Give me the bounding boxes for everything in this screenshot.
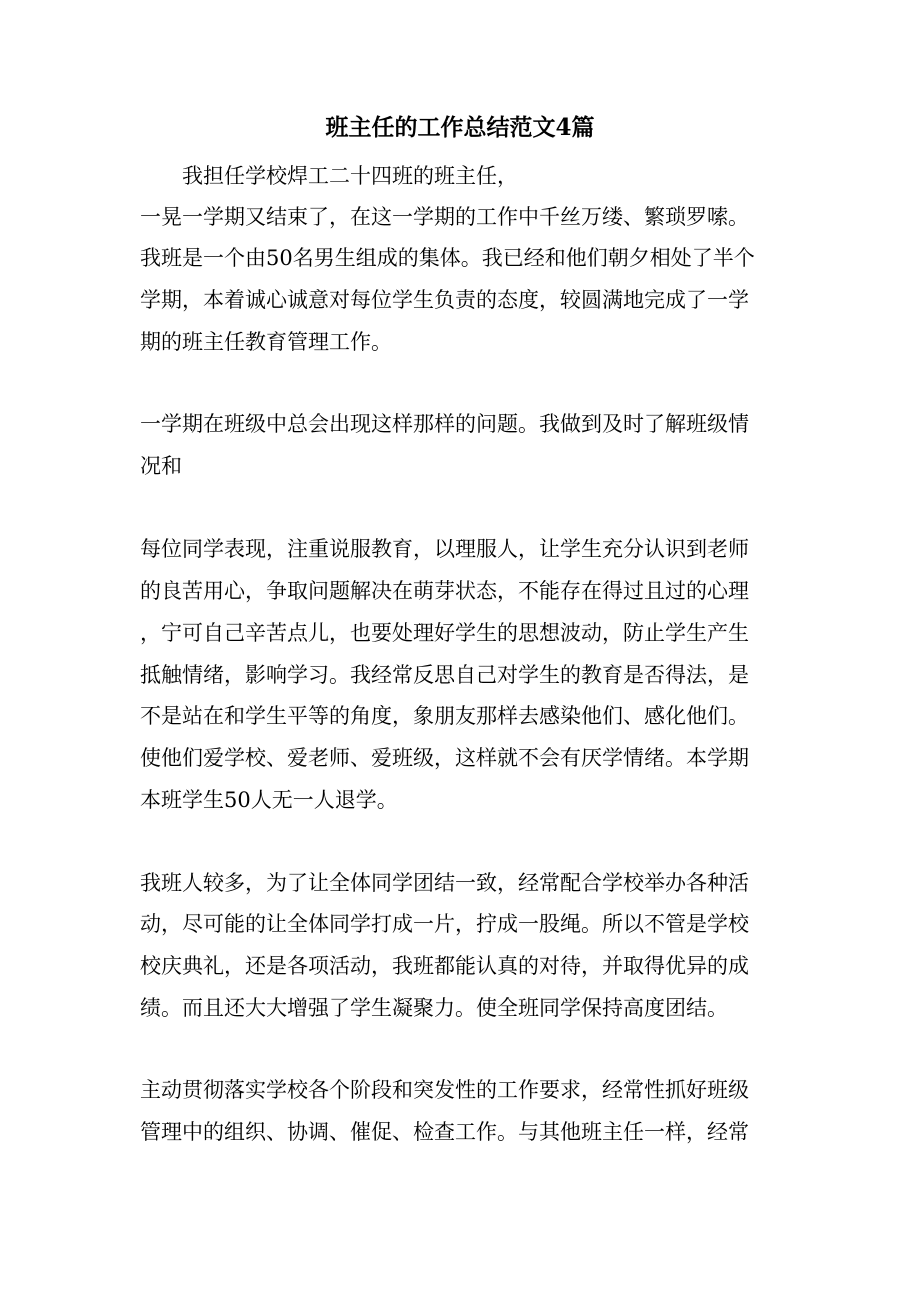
paragraph-1-line-5: 期的班主任教育管理工作。 — [140, 330, 392, 354]
paragraph-4-line-3: 校庆典礼，还是各项活动，我班都能认真的对待，并取得优异的成 — [140, 954, 749, 978]
paragraph-1-line-4: 学期，本着诚心诚意对每位学生负责的态度，较圆满地完成了一学 — [140, 288, 749, 312]
paragraph-2-line-2: 况和 — [140, 454, 182, 478]
document-title: 班主任的工作总结范文4篇 — [325, 114, 595, 141]
paragraph-4-line-4: 绩。而且还大大增强了学生凝聚力。使全班同学保持高度团结。 — [140, 996, 728, 1020]
paragraph-3-line-3: ，宁可自己辛苦点儿，也要处理好学生的思想波动，防止学生产生 — [140, 621, 749, 645]
paragraph-3-line-7: 本班学生50人无一人退学。 — [140, 788, 398, 812]
paragraph-4-line-2: 动，尽可能的让全体同学打成一片，拧成一股绳。所以不管是学校 — [140, 912, 749, 936]
paragraph-3-line-2: 的良苦用心，争取问题解决在萌芽状态，不能存在得过且过的心理 — [140, 579, 749, 603]
paragraph-1-line-1: 我担任学校焊工二十四班的班主任， — [182, 164, 518, 188]
paragraph-3-line-4: 抵触情绪，影响学习。我经常反思自己对学生的教育是否得法，是 — [140, 663, 749, 687]
paragraph-4-line-1: 我班人较多，为了让全体同学团结一致，经常配合学校举办各种活 — [140, 871, 749, 895]
paragraph-3-line-6: 使他们爱学校、爱老师、爱班级，这样就不会有厌学情绪。本学期 — [140, 746, 749, 770]
paragraph-1-line-3: 我班是一个由50名男生组成的集体。我已经和他们朝夕相处了半个 — [140, 246, 755, 270]
paragraph-3-line-5: 不是站在和学生平等的角度，象朋友那样去感染他们、感化他们。 — [140, 704, 749, 728]
paragraph-2-line-1: 一学期在班级中总会出现这样那样的问题。我做到及时了解班级情 — [140, 412, 749, 436]
paragraph-5-line-1: 主动贯彻落实学校各个阶段和突发性的工作要求，经常性抓好班级 — [140, 1078, 749, 1102]
paragraph-5-line-2: 管理中的组织、协调、催促、检查工作。与其他班主任一样，经常 — [140, 1120, 749, 1144]
paragraph-3-line-1: 每位同学表现，注重说服教育，以理服人，让学生充分认识到老师 — [140, 537, 749, 561]
paragraph-1-line-2: 一晃一学期又结束了，在这一学期的工作中千丝万缕、繁琐罗嗦。 — [140, 205, 749, 229]
